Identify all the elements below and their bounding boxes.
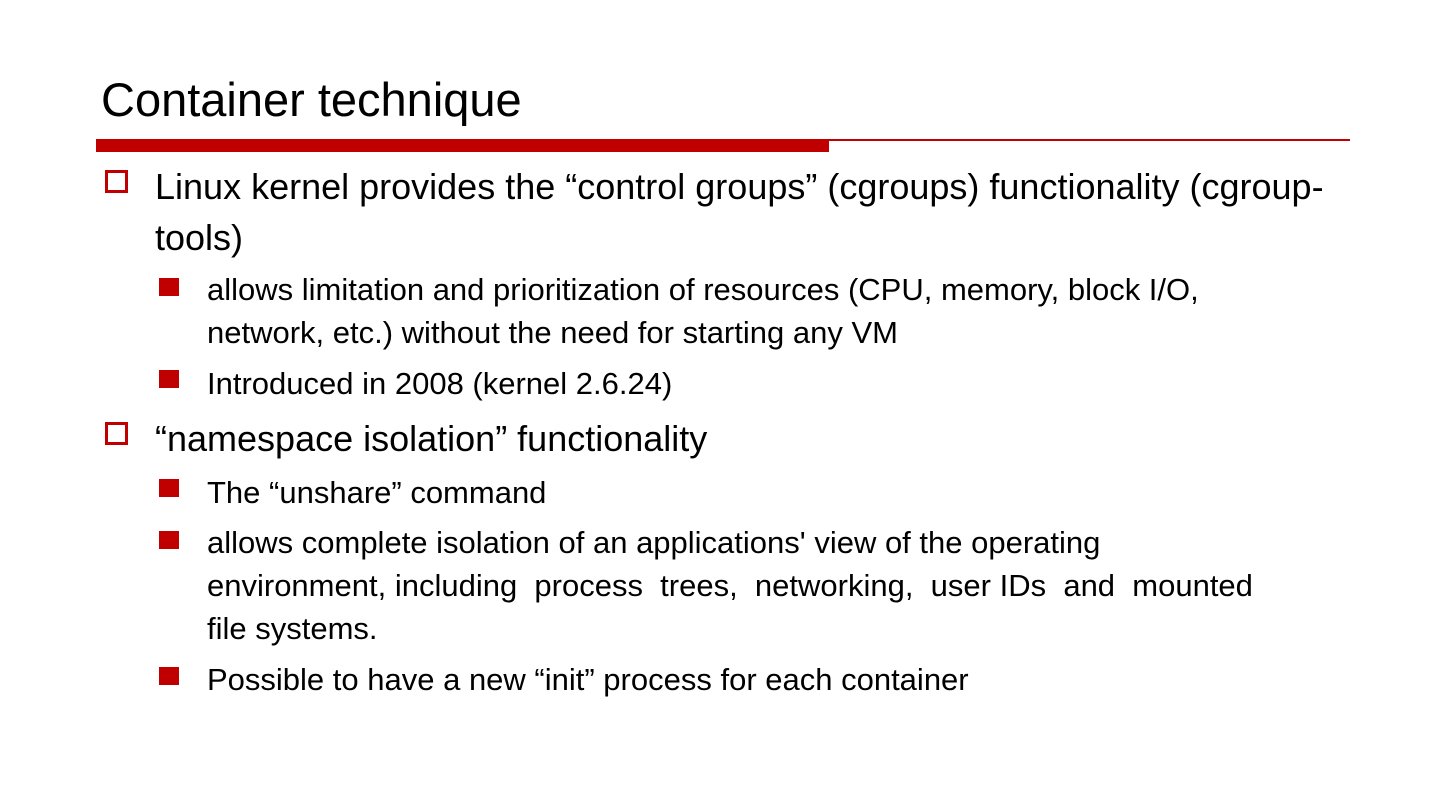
filled-square-bullet-icon (159, 370, 179, 388)
bullet-namespace-isolation: “namespace isolation” functionality (155, 418, 708, 459)
sub-bullet-resource-limits: allows limitation and prioritization of resources (CPU, memory, block I/O, network, etc.) without the need for starting any VM (207, 272, 1199, 350)
filled-square-bullet-icon (159, 667, 179, 685)
sub-bullet-init-process: Possible to have a new “init” process for each container (207, 662, 969, 697)
sub-bullet-complete-isolation: allows complete isolation of an applications' view of the operating environment, including process trees, networking, user IDs and mounted file systems. (207, 525, 1271, 646)
sub-bullet-introduced: Introduced in 2008 (kernel 2.6.24) (207, 366, 673, 401)
sub-bullet-unshare: The “unshare” command (207, 475, 547, 510)
hollow-square-bullet-icon (105, 170, 128, 193)
title-underline-thick (96, 140, 829, 152)
hollow-square-bullet-icon (105, 422, 128, 445)
bullet-cgroups: Linux kernel provides the “control groups” (cgroups) functionality (cgroup-tools) (155, 166, 1324, 258)
filled-square-bullet-icon (159, 531, 179, 549)
filled-square-bullet-icon (159, 278, 179, 296)
filled-square-bullet-icon (159, 479, 179, 497)
slide-title: Container technique (101, 73, 522, 126)
